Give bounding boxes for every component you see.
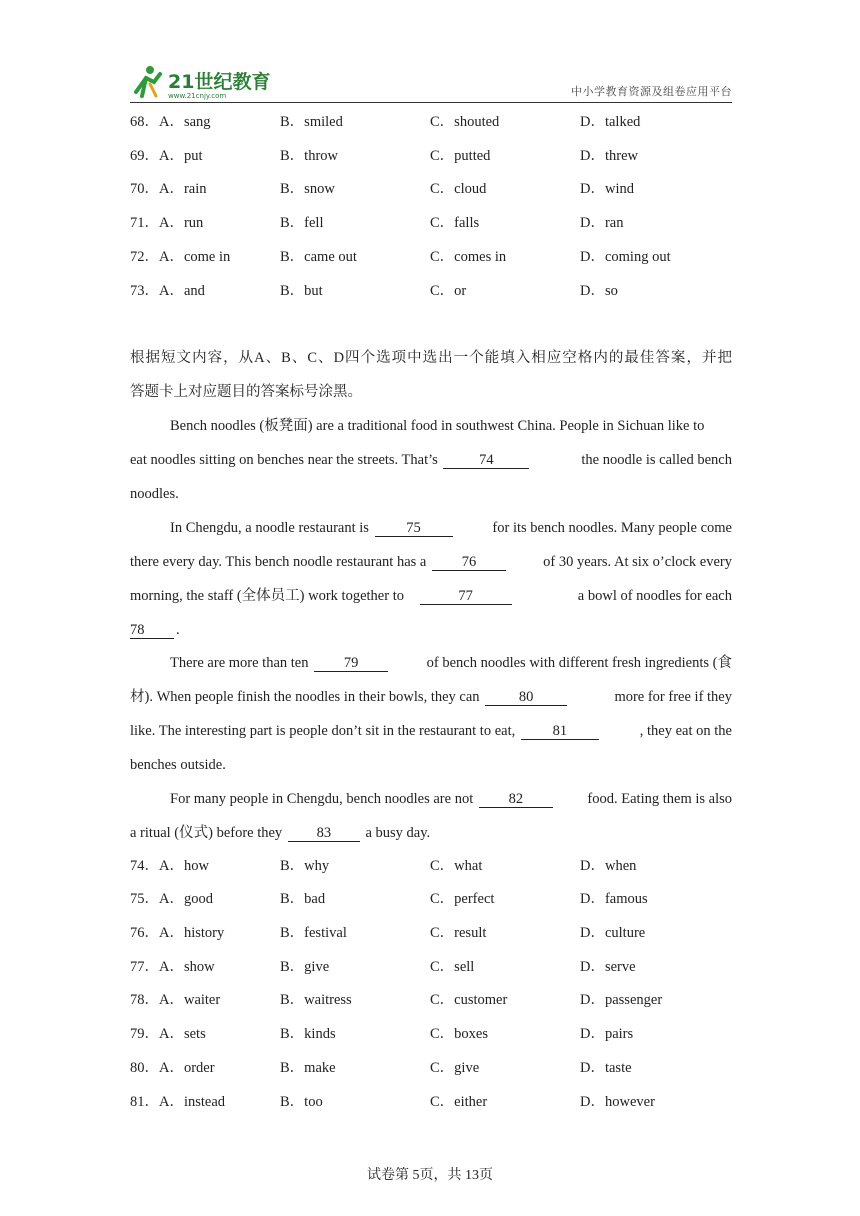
passage-line: a ritual (仪式) before they 83 a busy day. (130, 825, 431, 841)
passage-line: Bench noodles (板凳面) are a traditional food in southwest China. People in Sichuan like to (170, 418, 705, 434)
question-option-d: D．when (580, 858, 637, 874)
passage-line: 78 . (130, 622, 180, 638)
question-option-c: C．boxes (430, 1026, 488, 1042)
question-option-d: D．so (580, 283, 618, 299)
blank-75: 75 (375, 520, 453, 537)
question-option-d: D．talked (580, 114, 641, 130)
blank-79: 79 (314, 655, 388, 672)
question-option-d: D．culture (580, 925, 646, 941)
question-option-c: C．give (430, 1060, 480, 1076)
question-option-d: D．serve (580, 959, 636, 975)
question-option-a: 80．A．order (130, 1060, 215, 1076)
passage-line: 材). When people finish the noodles in their bowls, they can 80 more for free if they (130, 689, 732, 705)
passage-line: noodles. (130, 486, 179, 502)
question-option-c: C．result (430, 925, 487, 941)
page-footer: 试卷第 5页，共 13页 (367, 1168, 493, 1183)
question-option-b: B．but (280, 283, 323, 299)
passage-line: there every day. This bench noodle restaurant has a 76 of 30 years. At six o’clock every (130, 554, 732, 570)
question-option-d: D．however (580, 1094, 655, 1110)
question-option-d: D．ran (580, 215, 624, 231)
question-option-c: C．sell (430, 959, 475, 975)
question-option-d: D．famous (580, 891, 648, 907)
question-option-b: B．why (280, 858, 330, 874)
passage-line: like. The interesting part is people don’t sit in the restaurant to eat, 81 , they eat on the (130, 723, 732, 739)
question-option-d: D．wind (580, 181, 634, 197)
blank-81: 81 (521, 723, 599, 740)
blank-74: 74 (443, 452, 529, 469)
question-option-b: B．smiled (280, 114, 343, 130)
blank-82: 82 (479, 791, 553, 808)
passage-line: In Chengdu, a noodle restaurant is 75 for its bench noodles. Many people come (170, 520, 732, 536)
question-option-a: 68．A．sang (130, 114, 211, 130)
question-option-d: D．taste (580, 1060, 632, 1076)
question-option-a: 69．A．put (130, 148, 203, 164)
instructions-line-1: 根据短文内容，从A、B、C、D四个选项中选出一个能填入相应空格内的最佳答案，并把 (130, 350, 732, 366)
question-option-b: B．festival (280, 925, 347, 941)
question-option-b: B．too (280, 1094, 323, 1110)
question-option-a: 77．A．show (130, 959, 215, 975)
passage-line: There are more than ten 79 of bench noodles with different fresh ingredients (食 (170, 655, 732, 671)
question-option-a: 76．A．history (130, 925, 225, 941)
question-option-c: C．comes in (430, 249, 507, 265)
question-option-c: C．perfect (430, 891, 495, 907)
question-option-b: B．came out (280, 249, 357, 265)
question-option-a: 74．A．how (130, 858, 209, 874)
question-option-a: 75．A．good (130, 891, 213, 907)
question-option-a: 71．A．run (130, 215, 204, 231)
question-option-b: B．bad (280, 891, 326, 907)
question-option-b: B．throw (280, 148, 338, 164)
blank-83: 83 (288, 825, 360, 842)
question-option-a: 72．A．come in (130, 249, 231, 265)
blank-78: 78 (130, 622, 174, 639)
question-option-d: D．pairs (580, 1026, 634, 1042)
question-option-b: B．make (280, 1060, 336, 1076)
question-option-b: B．kinds (280, 1026, 336, 1042)
question-option-a: 73．A．and (130, 283, 205, 299)
question-option-d: D．coming out (580, 249, 671, 265)
question-option-c: C．either (430, 1094, 488, 1110)
question-option-c: C．falls (430, 215, 480, 231)
logo-text: 21世纪教育 (168, 71, 270, 93)
question-option-c: C．or (430, 283, 467, 299)
passage-line: benches outside. (130, 757, 226, 773)
question-option-a: 81．A．instead (130, 1094, 226, 1110)
21cnjy-logo (130, 62, 270, 102)
question-option-c: C．cloud (430, 181, 487, 197)
question-option-d: D．passenger (580, 992, 663, 1008)
question-option-d: D．threw (580, 148, 638, 164)
question-option-b: B．waitress (280, 992, 352, 1008)
logo-url: www.21cnjy.com (168, 92, 227, 100)
blank-77: 77 (420, 588, 512, 605)
passage-line: morning, the staff (全体员工) work together to 77 a bowl of noodles for each (130, 588, 732, 604)
question-option-c: C．customer (430, 992, 508, 1008)
blank-80: 80 (485, 689, 567, 706)
question-option-c: C．putted (430, 148, 491, 164)
question-option-b: B．fell (280, 215, 324, 231)
question-option-c: C．shouted (430, 114, 500, 130)
blank-76: 76 (432, 554, 506, 571)
question-option-c: C．what (430, 858, 483, 874)
question-option-b: B．snow (280, 181, 335, 197)
question-option-a: 70．A．rain (130, 181, 207, 197)
page-header (130, 62, 732, 103)
question-option-a: 78．A．waiter (130, 992, 221, 1008)
instructions-line-2: 答题卡上对应题目的答案标号涂黑。 (130, 384, 362, 400)
header-platform-text: 中小学教育资源及组卷应用平台 (571, 85, 732, 98)
question-option-a: 79．A．sets (130, 1026, 206, 1042)
passage-line: eat noodles sitting on benches near the streets. That’s 74 the noodle is called bench (130, 452, 732, 468)
passage-line: For many people in Chengdu, bench noodles are not 82 food. Eating them is also (170, 791, 732, 807)
question-option-b: B．give (280, 959, 330, 975)
